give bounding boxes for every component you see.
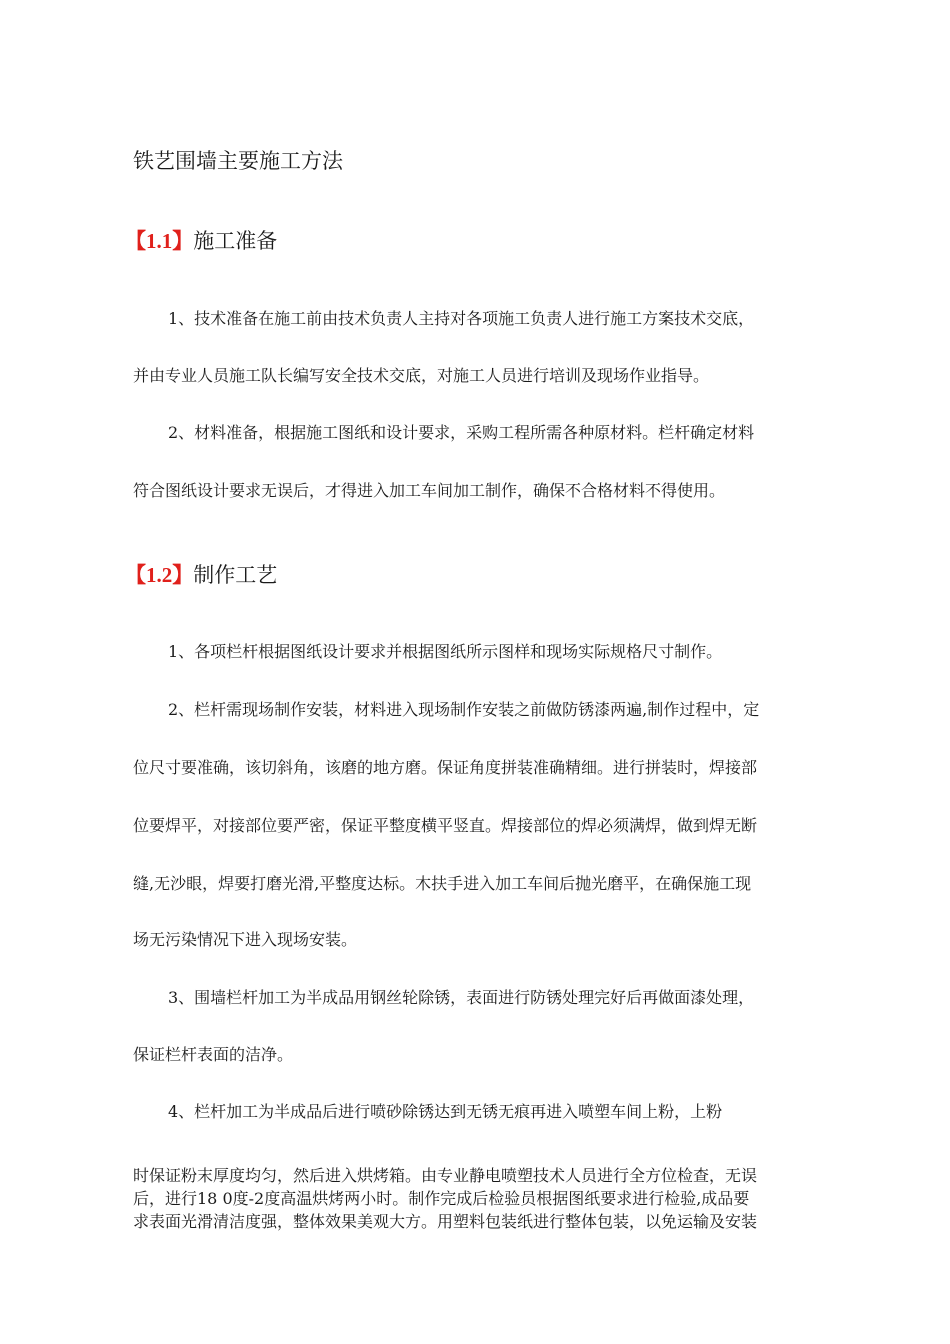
section-number: 【1.1】 (125, 229, 194, 253)
section-title: 施工准备 (193, 229, 278, 253)
section-number: 【1.2】 (125, 563, 194, 587)
paragraph-line: 3、围墙栏杆加工为半成品用钢丝轮除锈，表面进行防锈处理完好后再做面漆处理， (168, 988, 755, 1007)
paragraph-line: 位尺寸要准确，该切斜角，该磨的地方磨。保证角度拼装准确精细。进行拼装时，焊接部 (133, 758, 758, 777)
paragraph-line: 时保证粉末厚度均匀，然后进入烘烤箱。由专业静电喷塑技术人员进行全方位检查，无误 (133, 1166, 758, 1185)
paragraph-line: 1、各项栏杆根据图纸设计要求并根据图纸所示图样和现场实际规格尺寸制作。 (168, 642, 723, 661)
paragraph-line: 4、栏杆加工为半成品后进行喷砂除锈达到无锈无痕再进入喷塑车间上粉，上粉 (168, 1102, 723, 1121)
paragraph-line: 符合图纸设计要求无误后，才得进入加工车间加工制作，确保不合格材料不得使用。 (133, 481, 726, 500)
section-heading-1-2 (125, 560, 277, 590)
paragraph-line: 后，进行18 0度-2度高温烘烤两小时。制作完成后检验员根据图纸要求进行检验,成品要 (133, 1189, 750, 1208)
section-heading-1-1 (125, 226, 277, 256)
section-title: 制作工艺 (193, 563, 278, 587)
paragraph-line: 缝,无沙眼，焊要打磨光滑,平整度达标。木扶手进入加工车间后抛光磨平，在确保施工现 (133, 874, 752, 893)
paragraph-line: 场无污染情况下进入现场安装。 (133, 930, 358, 949)
paragraph-line: 求表面光滑清洁度强，整体效果美观大方。用塑料包装纸进行整体包装，以免运输及安装 (133, 1212, 758, 1231)
paragraph-line: 2、材料准备，根据施工图纸和设计要求，采购工程所需各种原材料。栏杆确定材料 (168, 423, 755, 442)
paragraph-line: 2、栏杆需现场制作安装，材料进入现场制作安装之前做防锈漆两遍,制作过程中，定 (168, 700, 760, 719)
paragraph-line: 保证栏杆表面的洁净。 (133, 1045, 294, 1064)
paragraph-line: 并由专业人员施工队长编写安全技术交底，对施工人员进行培训及现场作业指导。 (133, 366, 710, 385)
paragraph-line: 1、技术准备在施工前由技术负责人主持对各项施工负责人进行施工方案技术交底， (168, 309, 755, 328)
paragraph-line: 位要焊平，对接部位要严密，保证平整度横平竖直。焊接部位的焊必须满焊，做到焊无断 (133, 816, 758, 835)
document-title: 铁艺围墙主要施工方法 (133, 149, 343, 173)
